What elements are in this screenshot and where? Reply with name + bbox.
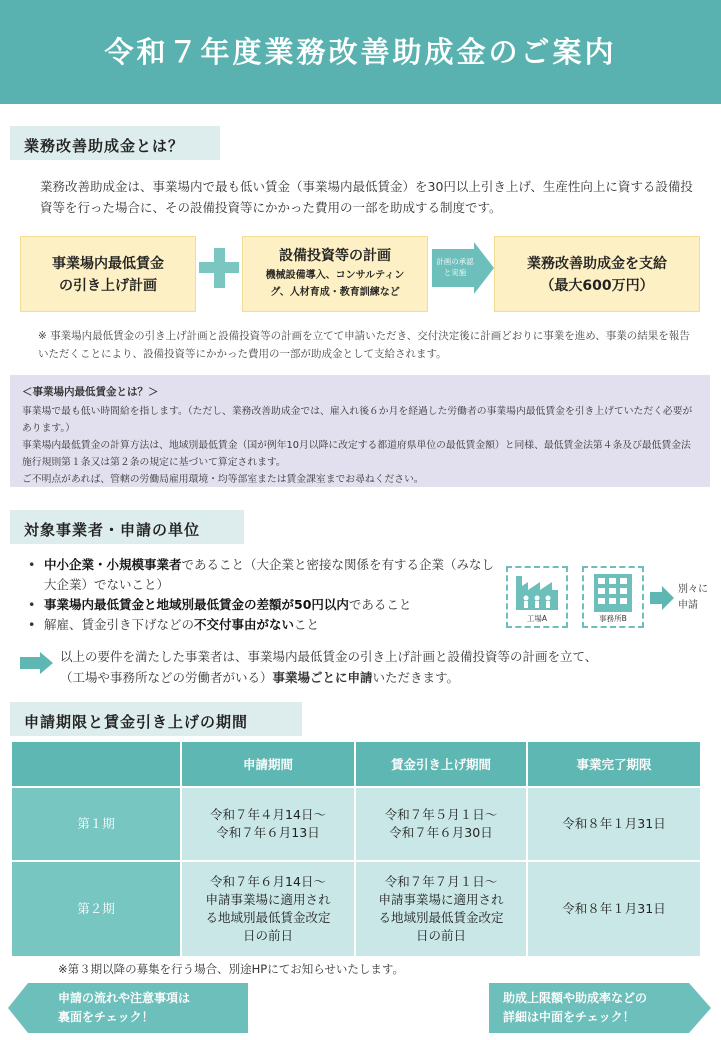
office-label: 事務所B: [599, 614, 627, 623]
office-icon: [582, 566, 644, 628]
list-item: [28, 555, 498, 595]
application-line: 申請事業場に適用され: [205, 892, 331, 907]
inner-page-link[interactable]: [489, 983, 689, 1033]
arrow-right-icon: [689, 983, 711, 1033]
eligibility-bold-1: 中小企業・小規模事業者: [44, 557, 182, 572]
eligibility-text-2: であること: [348, 597, 412, 612]
min-wage-info-line1: 事業場で最も低い時間給を指します。（ただし、業務改善助成金では、雇入れ後６か月を経過した労働者の事業場内最低賃金を引き上げていただく必要があります。）: [22, 406, 693, 434]
approval-arrow-icon: [432, 242, 494, 294]
requirement-text-plain: （工場や事務所などの労働者がいる）: [60, 670, 273, 685]
approval-arrow-label: [434, 256, 476, 278]
min-wage-info-title: ＜事業場内最低賃金とは？＞: [22, 386, 159, 398]
deadline-cell: 令和８年１月31日: [527, 787, 701, 861]
investment-plan-title: 設備投資等の計画: [279, 248, 391, 264]
eligibility-text-3a: 解雇、賃金引き下げなどの: [44, 617, 195, 632]
requirement-text: [60, 646, 710, 688]
subsidy-payment-line2: （最大600万円）: [540, 278, 654, 294]
approval-arrow-label-line2: と実施: [443, 268, 467, 277]
application-cell: [181, 787, 355, 861]
separate-apply-line2: 申請: [678, 600, 698, 611]
about-description: 業務改善助成金は、事業場内で最も低い賃金（事業場内最低賃金）を30円以上引き上げ、生産性向上に資する設備投資等を行った場合に、その設備投資等にかかった費用の一部を助成する制度です。: [40, 179, 693, 215]
wage-period-line: 令和７年７月１日～: [384, 874, 498, 889]
list-item: [28, 615, 498, 635]
schedule-table: [10, 740, 702, 958]
eligibility-bold-2: 事業場内最低賃金と地域別最低賃金の差額が50円以内: [44, 597, 349, 612]
arrow-left-icon: [8, 983, 28, 1033]
subsidy-payment-box: [494, 236, 700, 312]
wage-period-line: 日の前日: [415, 928, 466, 943]
wage-period-cell: [355, 861, 527, 957]
application-line: 日の前日: [242, 928, 293, 943]
wage-period-line: る地域別最低賃金改定: [378, 910, 504, 925]
investment-plan-line1: 機械設備導入、コンサルティン: [265, 270, 405, 281]
inner-page-link-line2: 詳細は中面をチェック！: [503, 1010, 635, 1024]
wage-period-cell: [355, 787, 527, 861]
requirement-text-bold: 事業場ごとに申請: [272, 670, 373, 685]
factory-label: 工場A: [526, 614, 548, 623]
requirement-text-line2: [60, 667, 710, 688]
wage-plan-line2: の引き上げ計画: [59, 278, 157, 294]
table-row: [11, 861, 701, 957]
wage-period-line: 令和７年５月１日～: [384, 807, 498, 822]
eligibility-text-3b: こと: [294, 617, 320, 632]
arrow-right-icon: [650, 586, 674, 610]
back-page-link[interactable]: [28, 983, 248, 1033]
eligibility-bold-3: 不交付事由がない: [194, 617, 295, 632]
application-line: 令和７年６月14日～: [210, 874, 326, 889]
period-cell: 第１期: [11, 787, 181, 861]
separate-apply-line1: 別々に: [678, 584, 708, 595]
table-header-row: [11, 741, 701, 787]
wage-period-line: 令和７年６月30日: [389, 825, 493, 840]
investment-plan-box: [242, 236, 428, 312]
application-line: 令和７年６月13日: [216, 825, 320, 840]
application-line: 令和７年４月14日～: [210, 807, 326, 822]
header-banner: [0, 0, 721, 104]
period-cell: 第２期: [11, 861, 181, 957]
wage-plan-line1: 事業場内最低賃金: [52, 256, 164, 272]
back-page-link-line2: 裏面をチェック！: [58, 1010, 154, 1024]
separate-apply-label: [678, 582, 718, 614]
section-heading-about: 業務改善助成金とは？: [10, 126, 220, 160]
min-wage-info-line3: ご不明点があれば、管轄の労働局雇用環境・均等部室または賃金課室までお尋ねください。: [22, 474, 424, 485]
plus-icon: [199, 248, 239, 288]
factory-icon: [506, 566, 568, 628]
column-header: 申請期間: [181, 741, 355, 787]
eligibility-text-1: であること（大企業と密接な関係を有する企業（みなし大企業）でないこと）: [44, 557, 495, 592]
about-note: ※ 事業場内最低賃金の引き上げ計画と設備投資等の計画を立てて申請いただき、交付決定後に計画どおりに事業を進め、事業の結果を報告いただくことにより、設備投資等にかかった費用の一部が助成金として支給されます。: [38, 330, 690, 360]
section-heading-schedule: 申請期限と賃金引き上げの期間: [10, 702, 302, 736]
inner-page-link-line1: 助成上限額や助成率などの: [503, 991, 648, 1005]
eligibility-list: [28, 555, 498, 635]
min-wage-info-line2: 事業場内最低賃金の計算方法は、地域別最低賃金（国が例年10月以降に改定する都道府県単位の最低賃金額）と同様、最低賃金法第４条及び最低賃金法施行規則第１条又は第２条の規定に基づいて算定されます。: [22, 440, 691, 468]
requirement-text-line1: 以上の要件を満たした事業者は、事業場内最低賃金の引き上げ計画と設備投資等の計画を立て、: [60, 649, 598, 664]
deadline-cell: 令和８年１月31日: [527, 861, 701, 957]
application-line: る地域別最低賃金改定: [205, 910, 331, 925]
column-header: 事業完了期限: [527, 741, 701, 787]
page-title: 令和７年度業務改善助成金のご案内: [104, 35, 617, 69]
approval-arrow-label-line1: 計画の承認: [436, 257, 474, 266]
application-cell: [181, 861, 355, 957]
column-header: [11, 741, 181, 787]
column-header: 賃金引き上げ期間: [355, 741, 527, 787]
investment-plan-line2: グ、人材育成・教育訓練など: [270, 287, 400, 298]
wage-period-line: 申請事業場に適用され: [378, 892, 504, 907]
requirement-text-rest: いただきます。: [372, 670, 460, 685]
subsidy-payment-line1: 業務改善助成金を支給: [527, 256, 667, 272]
arrow-right-icon: [20, 652, 54, 674]
list-item: [28, 595, 498, 615]
wage-plan-box: [20, 236, 196, 312]
schedule-note: ※第３期以降の募集を行う場合、別途HPにてお知らせいたします。: [58, 962, 404, 976]
table-row: [11, 787, 701, 861]
section-heading-eligibility: 対象事業者・申請の単位: [10, 510, 244, 544]
back-page-link-line1: 申請の流れや注意事項は: [58, 991, 191, 1005]
min-wage-info-box: [10, 375, 710, 487]
